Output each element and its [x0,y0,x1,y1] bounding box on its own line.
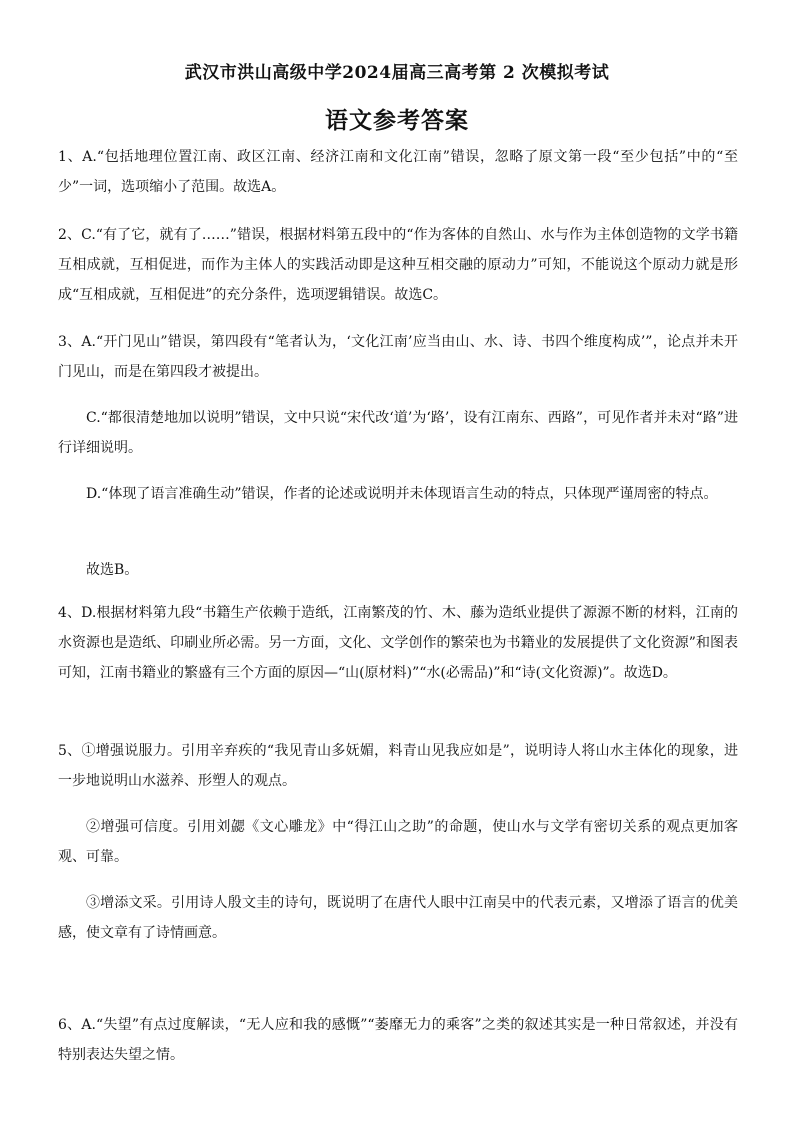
answer-5-point1: 5、①增强说服力。引用辛弃疾的“我见青山多妩媚，料青山见我应如是”，说明诗人将山水主体化的现象，进一步地说明山水滋养、形塑人的观点。 [58,743,738,789]
answer-2: 2、C.“有了它，就有了……”错误，根据材料第五段中的“作为客体的自然山、水与作为主体创造物的文学书籍互相成就，互相促进，而作为主体人的实践活动即是这种互相交融的原动力”可知，不能说这个原动力就是形成“互相成就，互相促进”的充分条件，选项逻辑错误。故选C。 [58,227,738,303]
answer-5-point3: ③增添文采。引用诗人殷文圭的诗句，既说明了在唐代人眼中江南吴中的代表元素，又增添了语言的优美感，使文章有了诗情画意。 [58,895,738,941]
answer-6: 6、A.“失望”有点过度解读，“无人应和我的感慨”“萎靡无力的乘客”之类的叙述其实是一种日常叙述，并没有特别表达失望之情。 [58,1017,738,1063]
answer-4: 4、D.根据材料第九段“书籍生产依赖于造纸，江南繁茂的竹、木、藤为造纸业提供了源源不断的材料，江南的水资源也是造纸、印刷业所必需。另一方面，文化、文学创作的繁荣也为书籍业的发展提供了文化资源”和图表可知，江南书籍业的繁盛有三个方面的原因—“山(原材料)”“水(必需品)”和“诗(文化资源)”。故选D。 [58,605,738,681]
exam-title: 武汉市洪山高级中学2024届高三高考第 2 次模拟考试 [184,63,610,83]
answer-1: 1、A.“包括地理位置江南、政区江南、经济江南和文化江南”错误，忽略了原文第一段“至少包括”中的“至少”一词，选项缩小了范围。故选A。 [58,149,738,195]
answer-3a: 3、A.“开门见山”错误，第四段有“笔者认为，‘文化江南’应当由山、水、诗、书四个维度构成’”，论点并未开门见山，而是在第四段才被提出。 [58,334,738,380]
answer-5-point2: ②增强可信度。引用刘勰《文心雕龙》中“得江山之助”的命题，使山水与文学有密切关系的观点更加客观、可靠。 [58,819,738,865]
answer-key-subtitle: 语文参考答案 [325,107,469,134]
answer-3c: C.“都很清楚地加以说明”错误，文中只说“宋代改‘道’为‘路’，设有江南东、西路”，可见作者并未对“路”进行详细说明。 [58,410,738,456]
answer-3-conclusion: 故选B。 [86,562,139,578]
answer-3d: D.“体现了语言准确生动”错误，作者的论述或说明并未体现语言生动的特点，只体现严谨周密的特点。 [86,486,718,502]
